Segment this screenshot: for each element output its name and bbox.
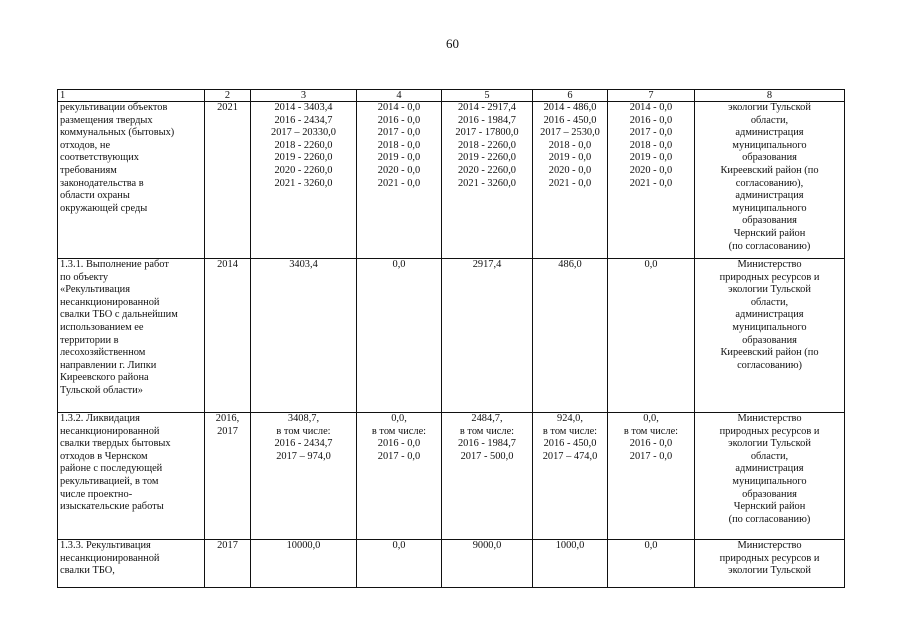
cell-line: 2017 – 474,0 [542, 450, 598, 462]
cell-line: 486,0 [558, 259, 582, 270]
cell-line: свалки ТБО с дальнейшим [60, 309, 178, 321]
total-funding-cell [251, 540, 357, 588]
cell-line: 2020 - 2260,0 [457, 164, 516, 176]
cell-line: Чернский район [733, 227, 806, 239]
measures-table [57, 89, 845, 588]
cell-line: несанкционированной [60, 425, 160, 437]
table-row [58, 259, 845, 413]
extra-budget-cell [608, 102, 695, 259]
cell-line: числе проектно- [60, 488, 133, 500]
column-number: 7 [608, 90, 695, 102]
column-number: 8 [695, 90, 845, 102]
cell-line: 3408,7, [287, 413, 320, 424]
cell-line: 1.3.1. Выполнение работ [60, 259, 169, 270]
cell-line: 2017 - 500,0 [460, 450, 514, 462]
cell-line: согласованию), [735, 177, 804, 189]
cell-line: Министерство [737, 259, 802, 270]
page-number: 60 [446, 36, 459, 51]
total-funding-cell [251, 102, 357, 259]
column-number: 6 [533, 90, 608, 102]
cell-line: 2018 - 0,0 [629, 139, 673, 151]
cell-line: соответствующих [60, 152, 139, 164]
cell-line: природных ресурсов и [719, 552, 820, 564]
cell-line: свалки твердых бытовых [60, 438, 171, 450]
cell-line: рекультивации объектов [60, 102, 168, 113]
cell-line: в том числе: [276, 425, 331, 437]
cell-line: 2016 - 0,0 [629, 438, 673, 450]
cell-line: 9000,0 [472, 540, 502, 551]
cell-line: 2014 - 486,0 [543, 102, 597, 113]
cell-line: «Рекультивация [60, 284, 130, 296]
cell-line: 924,0, [557, 413, 583, 424]
cell-line: администрация [735, 309, 804, 321]
table-row [58, 413, 845, 540]
period-cell [205, 259, 251, 413]
cell-line: согласованию) [737, 359, 802, 371]
cell-line: 2019 - 2260,0 [457, 152, 516, 164]
cell-line: 2021 [217, 102, 238, 113]
cell-line: 2017 – 974,0 [276, 450, 331, 462]
cell-line: 2014 [217, 259, 238, 270]
cell-line: лесохозяйственном [60, 347, 146, 359]
cell-line: администрация [735, 463, 804, 475]
cell-line: несанкционированной [60, 296, 160, 308]
cell-line: муниципального [732, 475, 807, 487]
cell-line: 2018 - 2260,0 [457, 139, 516, 151]
cell-line: 2016 - 0,0 [377, 438, 421, 450]
cell-line: 2016 - 450,0 [543, 114, 597, 126]
cell-line: 2019 - 0,0 [629, 152, 673, 164]
cell-line: Киреевский район (по [720, 347, 819, 359]
regional-budget-cell [442, 259, 533, 413]
measure-name-cell [58, 540, 205, 588]
cell-line: (по согласованию) [728, 513, 811, 525]
responsible-cell [695, 413, 845, 540]
cell-line: 10000,0 [286, 540, 321, 551]
cell-line: 2016 - 0,0 [629, 114, 673, 126]
cell-line: 1.3.2. Ликвидация [60, 413, 140, 424]
municipal-budget-cell [533, 413, 608, 540]
total-funding-cell [251, 413, 357, 540]
column-number: 1 [58, 90, 205, 102]
cell-line: Министерство [737, 540, 802, 551]
cell-line: 1.3.3. Рекультивация [60, 540, 151, 551]
cell-line: экологии Тульской [728, 565, 811, 577]
municipal-budget-cell [533, 102, 608, 259]
cell-line: территории в [60, 334, 119, 346]
cell-line: районе с последующей [60, 463, 163, 475]
cell-line: области, [750, 296, 789, 308]
extra-budget-cell [608, 259, 695, 413]
responsible-cell [695, 102, 845, 259]
cell-line: 2017 [217, 540, 238, 551]
cell-line: 2020 - 2260,0 [274, 164, 333, 176]
column-number: 4 [357, 90, 442, 102]
cell-line: экологии Тульской [728, 284, 811, 296]
cell-line: 2017 [217, 425, 238, 437]
municipal-budget-cell [533, 540, 608, 588]
cell-line: 1000,0 [555, 540, 585, 551]
measure-name-cell [58, 413, 205, 540]
cell-line: муниципального [732, 202, 807, 214]
cell-line: 2917,4 [472, 259, 502, 270]
cell-line: 2016 - 0,0 [377, 114, 421, 126]
cell-line: экологии Тульской [728, 102, 811, 113]
cell-line: 2021 - 0,0 [377, 177, 421, 189]
cell-line: несанкционированной [60, 552, 160, 564]
period-cell [205, 413, 251, 540]
cell-line: свалки ТБО, [60, 565, 115, 577]
cell-line: 2017 - 17800,0 [455, 127, 519, 139]
cell-line: Киреевского района [60, 372, 149, 384]
cell-line: размещения твердых [60, 114, 153, 126]
cell-line: направлении г. Липки [60, 359, 157, 371]
cell-line: 2017 - 0,0 [629, 127, 673, 139]
cell-line: 2020 - 0,0 [548, 164, 592, 176]
total-funding-cell [251, 259, 357, 413]
column-number: 5 [442, 90, 533, 102]
table-row [58, 540, 845, 588]
cell-line: в том числе: [371, 425, 427, 437]
federal-budget-cell [357, 540, 442, 588]
cell-line: образования [742, 334, 797, 346]
cell-line: 2017 – 20330,0 [271, 127, 336, 139]
cell-line: 2021 - 0,0 [629, 177, 673, 189]
measure-name-cell [58, 102, 205, 259]
period-cell [205, 102, 251, 259]
cell-line: 2018 - 2260,0 [274, 139, 333, 151]
column-number-row [58, 90, 845, 102]
cell-line: 2019 - 2260,0 [274, 152, 333, 164]
cell-line: 2021 - 0,0 [548, 177, 592, 189]
column-number: 2 [205, 90, 251, 102]
cell-line: (по согласованию) [728, 240, 811, 252]
cell-line: 2018 - 0,0 [548, 139, 592, 151]
measure-name-cell [58, 259, 205, 413]
cell-line: области, [750, 114, 789, 126]
cell-line: 2021 - 3260,0 [457, 177, 516, 189]
municipal-budget-cell [533, 259, 608, 413]
cell-line: экологии Тульской [728, 438, 811, 450]
cell-line: в том числе: [542, 425, 598, 437]
cell-line: 0,0, [643, 413, 659, 424]
cell-line: 2017 - 0,0 [629, 450, 673, 462]
cell-line: 2016 - 1984,7 [457, 114, 516, 126]
cell-line: изыскательские работы [60, 501, 164, 513]
cell-line: коммунальных (бытовых) [60, 127, 175, 139]
table-row [58, 102, 845, 259]
cell-line: в том числе: [623, 425, 679, 437]
cell-line: 2484,7, [471, 413, 503, 424]
responsible-cell [695, 540, 845, 588]
cell-line: 2019 - 0,0 [377, 152, 421, 164]
cell-line: 2018 - 0,0 [377, 139, 421, 151]
period-cell [205, 540, 251, 588]
cell-line: 2014 - 3403,4 [274, 102, 333, 113]
cell-line: области, [750, 450, 789, 462]
cell-line: 2016 - 1984,7 [457, 438, 516, 450]
regional-budget-cell [442, 540, 533, 588]
extra-budget-cell [608, 413, 695, 540]
regional-budget-cell [442, 102, 533, 259]
cell-line: 0,0 [644, 540, 658, 551]
cell-line: 2016 - 2434,7 [274, 438, 333, 450]
cell-line: 2017 – 2530,0 [540, 127, 600, 139]
cell-line: образования [742, 488, 797, 500]
cell-line: 2021 - 3260,0 [274, 177, 333, 189]
federal-budget-cell [357, 259, 442, 413]
cell-line: администрация [735, 190, 804, 202]
cell-line: 0,0, [391, 413, 407, 424]
cell-line: законодательства в [60, 177, 144, 189]
cell-line: 2020 - 0,0 [629, 164, 673, 176]
cell-line: 2014 - 2917,4 [457, 102, 516, 113]
cell-line: 2020 - 0,0 [377, 164, 421, 176]
cell-line: природных ресурсов и [719, 425, 820, 437]
cell-line: 2014 - 0,0 [377, 102, 421, 113]
cell-line: требованиям [60, 164, 117, 176]
extra-budget-cell [608, 540, 695, 588]
cell-line: 2016 - 450,0 [543, 438, 597, 450]
cell-line: Министерство [737, 413, 802, 424]
cell-line: области охраны [60, 190, 130, 202]
cell-line: муниципального [732, 321, 807, 333]
cell-line: по объекту [60, 271, 109, 283]
cell-line: 2016 - 2434,7 [274, 114, 333, 126]
cell-line: администрация [735, 127, 804, 139]
cell-line: природных ресурсов и [719, 271, 820, 283]
column-number: 3 [251, 90, 357, 102]
responsible-cell [695, 259, 845, 413]
cell-line: 2019 - 0,0 [548, 152, 592, 164]
cell-line: 0,0 [392, 540, 406, 551]
regional-budget-cell [442, 413, 533, 540]
cell-line: 2014 - 0,0 [629, 102, 673, 113]
cell-line: муниципального [732, 139, 807, 151]
cell-line: Тульской области» [60, 384, 143, 396]
cell-line: 0,0 [392, 259, 406, 270]
cell-line: образования [742, 215, 797, 227]
cell-line: Чернский район [733, 501, 806, 513]
cell-line: 2017 - 0,0 [377, 127, 421, 139]
cell-line: образования [742, 152, 797, 164]
cell-line: использованием ее [60, 321, 144, 333]
cell-line: в том числе: [459, 425, 515, 437]
cell-line: 2017 - 0,0 [377, 450, 421, 462]
cell-line: отходов в Чернском [60, 450, 148, 462]
cell-line: рекультивацией, в том [60, 475, 159, 487]
cell-line: 0,0 [644, 259, 658, 270]
federal-budget-cell [357, 413, 442, 540]
cell-line: окружающей среды [60, 202, 148, 214]
cell-line: 3403,4 [289, 259, 318, 270]
cell-line: 2016, [215, 413, 240, 424]
federal-budget-cell [357, 102, 442, 259]
cell-line: Киреевский район (по [720, 164, 819, 176]
cell-line: отходов, не [60, 139, 111, 151]
